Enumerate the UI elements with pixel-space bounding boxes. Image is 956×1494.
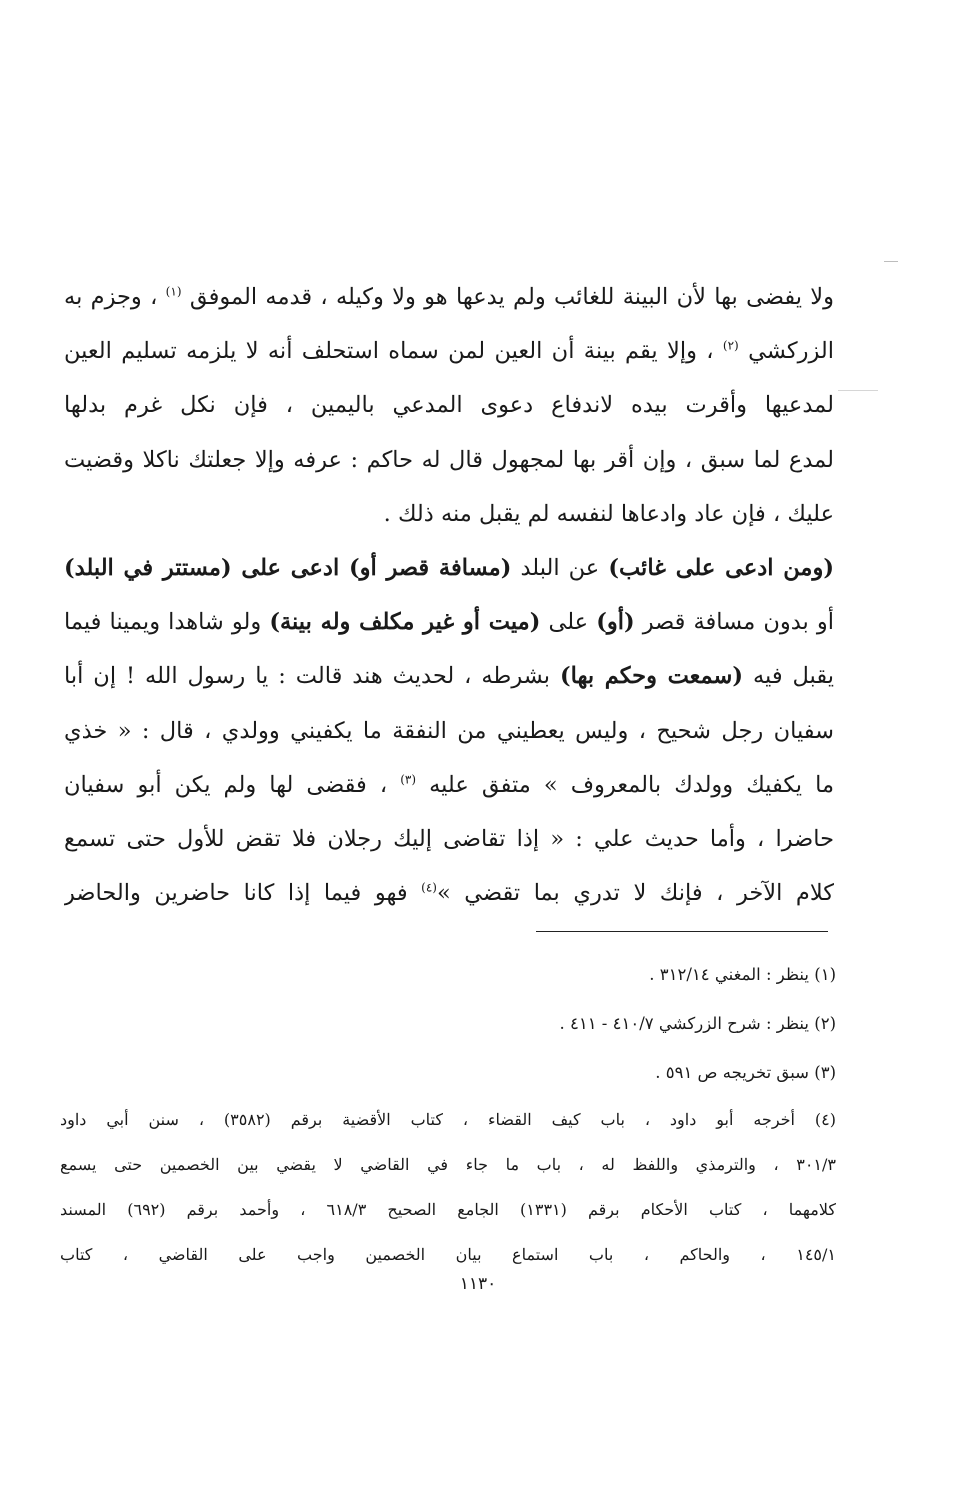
text-line: (ومن ادعى على غائب) عن البلد (مسافة قصر أو) ادعى على (مستتر في البلد) bbox=[64, 554, 834, 581]
text-line: عليك ، فإن عاد وادعاها لنفسه لم يقبل منه ذلك . bbox=[383, 500, 834, 527]
text-line: ولا يفضى بها لأن البينة للغائب ولم يدعها هو ولا وكيله ، قدمه الموفق $^{(١)}$ ، وجزم به bbox=[64, 284, 834, 310]
footnote-2: (٢) ينظر : شرح الزركشي ٤١٠/٧ - ٤١١ . bbox=[559, 1014, 836, 1033]
footnote-1: (١) ينظر : المغني ٣١٢/١٤ . bbox=[649, 965, 836, 984]
text-line: كلام الآخر ، فإنك لا تدري بما تقضي »$^{(٤)}$ فهو فيما إذا كانا حاضرين والحاضر bbox=[64, 880, 834, 907]
text-line: لمدعيها وأقرت بيده لاندفاع دعوى المدعي باليمين ، فإن نكل غرم بدلها bbox=[64, 392, 834, 419]
text-line: لمدع لما سبق ، وإن أقر بها لمجهول قال له حاكم : عرفه وإلا جعلتك ناكلا وقضيت bbox=[64, 446, 834, 473]
footnote-4-line: كلامهما ، كتاب الأحكام برقم (١٣٣١) الجامع الصحيح ٦١٨/٣ ، وأحمد برقم (٦٩٢) المسند bbox=[60, 1200, 836, 1219]
text-line: أو بدون مسافة قصر (أو) على (ميت أو غير مكلف وله بينة) ولو شاهدا ويمينا فيما bbox=[64, 609, 834, 636]
footnote-4-line: ٣٠١/٣ ، والترمذي واللفظ له ، باب ما جاء في القاضي لا يقضي بين الخصمين حتى يسمع bbox=[60, 1155, 836, 1174]
text-line: يقبل فيه (سمعت وحكم بها) بشرطه ، لحديث هند قالت : يا رسول الله ! إن أبا bbox=[64, 663, 834, 690]
text-line: حاضرا ، وأما حديث علي : « إذا تقاضى إليك رجلان فلا تقض للأول حتى تسمع bbox=[64, 825, 834, 852]
scan-mark bbox=[838, 390, 878, 391]
footnote-4-line: (٤) أخرجه أبو داود ، باب كيف القضاء ، كتاب الأقضية برقم (٣٥٨٢) ، سنن أبي داود bbox=[60, 1110, 836, 1129]
footnotes bbox=[60, 950, 836, 1277]
text-line: سفيان رجل شحيح ، وليس يعطيني من النفقة ما يكفيني وولدي ، قال : « خذي bbox=[64, 717, 834, 744]
footnote-4-line: ١٤٥/١ ، والحاكم ، باب استماع بيان الخصمين واجب على القاضي ، كتاب bbox=[60, 1245, 836, 1264]
main-text bbox=[64, 270, 834, 920]
footnote-4 bbox=[60, 1097, 836, 1277]
text-line: ما يكفيك وولدك بالمعروف » متفق عليه $^{(٣)}$ ، فقضى لها ولم يكن أبو سفيان bbox=[64, 771, 834, 798]
scan-mark bbox=[884, 261, 898, 262]
page-number: ١١٣٠ bbox=[459, 1274, 497, 1294]
footnote-3: (٣) سبق تخريجه ص ٥٩١ . bbox=[655, 1063, 836, 1082]
text-line: الزركشي $^{(٢)}$ ، وإلا يقم بينة أن العين لمن سماه استحلف أنه لا يلزمه تسليم العين bbox=[64, 338, 834, 365]
footnote-separator bbox=[536, 931, 828, 932]
